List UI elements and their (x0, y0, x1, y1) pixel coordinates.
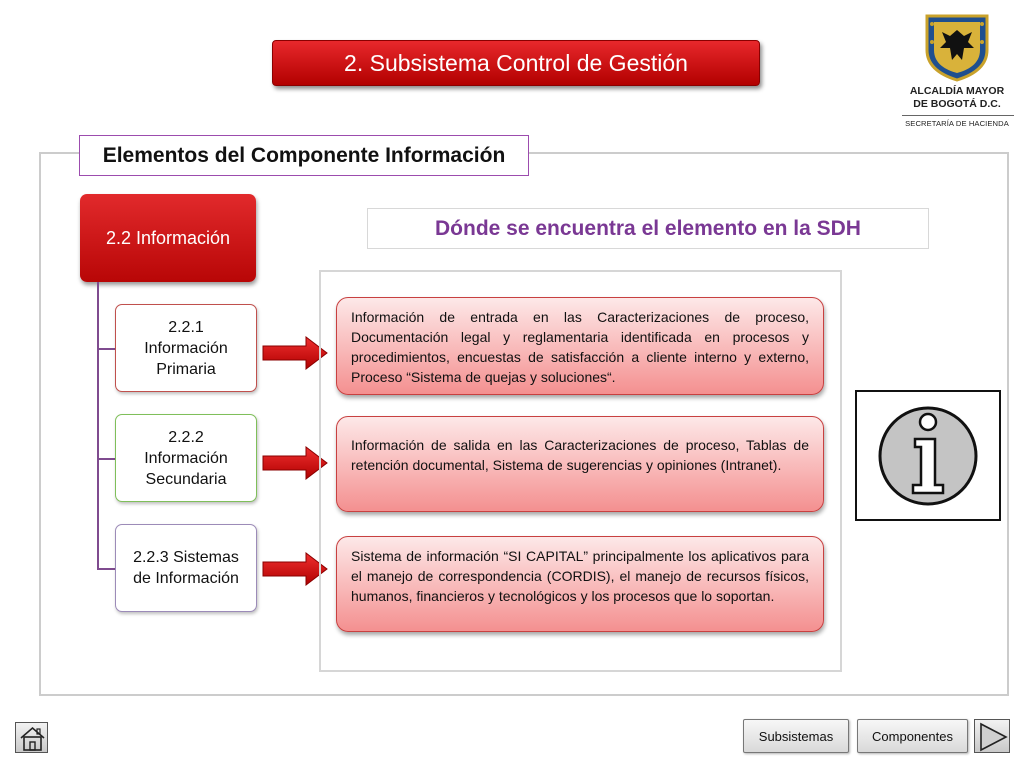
subsistemas-button[interactable]: Subsistemas (743, 719, 849, 753)
logo (898, 12, 1016, 132)
componentes-button[interactable]: Componentes (857, 719, 968, 753)
subnode-informacion-secundaria[interactable] (115, 414, 257, 502)
subnode-informacion-primaria[interactable] (115, 304, 257, 392)
description-sistemas: Sistema de información “SI CAPITAL” principalmente los aplicativos para el manejo de correspondencia (CORDIS), el manejo de recursos físicos, humanos, financieros y tecnológicos y los procesos que lo soportan. (336, 536, 824, 632)
logo-text-alcaldia: ALCALDÍA MAYOR DE BOGOTÁ D.C. (909, 85, 1005, 110)
subnode-label: 2.2.2 Información Secundaria (144, 428, 228, 488)
info-icon (857, 392, 999, 519)
home-button[interactable] (15, 722, 48, 753)
coat-of-arms-icon (922, 12, 992, 82)
subnode-sistemas-informacion[interactable] (115, 524, 257, 612)
description-primaria: Información de entrada en las Caracterizaciones de proceso, Documentación legal y reglamentaria identificada en procesos y procedimientos, encuestas de satisfacción a cliente interno y externo, Proceso “Sistema de quejas y soluciones“. (336, 297, 824, 395)
tree-connector-2 (97, 458, 115, 460)
tree-connector-1 (97, 348, 115, 350)
info-icon-frame (855, 390, 1001, 521)
subnode-label: 2.2.3 Sistemas de Información (133, 549, 239, 587)
subnode-label: 2.2.1 Información Primaria (144, 318, 228, 378)
page-title: 2. Subsistema Control de Gestión (272, 40, 760, 86)
logo-text-secretaria: SECRETARÍA DE HACIENDA (905, 119, 1009, 128)
location-header: Dónde se encuentra el elemento en la SDH (367, 208, 929, 249)
description-secundaria: Información de salida en las Caracterizaciones de proceso, Tablas de retención documental, Sistema de sugerencias y opiniones (Intranet). (336, 416, 824, 512)
next-button[interactable] (974, 719, 1010, 753)
next-arrow-icon (975, 720, 1011, 754)
section-title: Elementos del Componente Información (79, 135, 529, 176)
tree-connector-vertical (97, 282, 99, 569)
home-icon (16, 723, 49, 754)
main-node-informacion[interactable]: 2.2 Información (80, 194, 256, 282)
tree-connector-3 (97, 568, 115, 570)
logo-divider (902, 115, 1014, 116)
